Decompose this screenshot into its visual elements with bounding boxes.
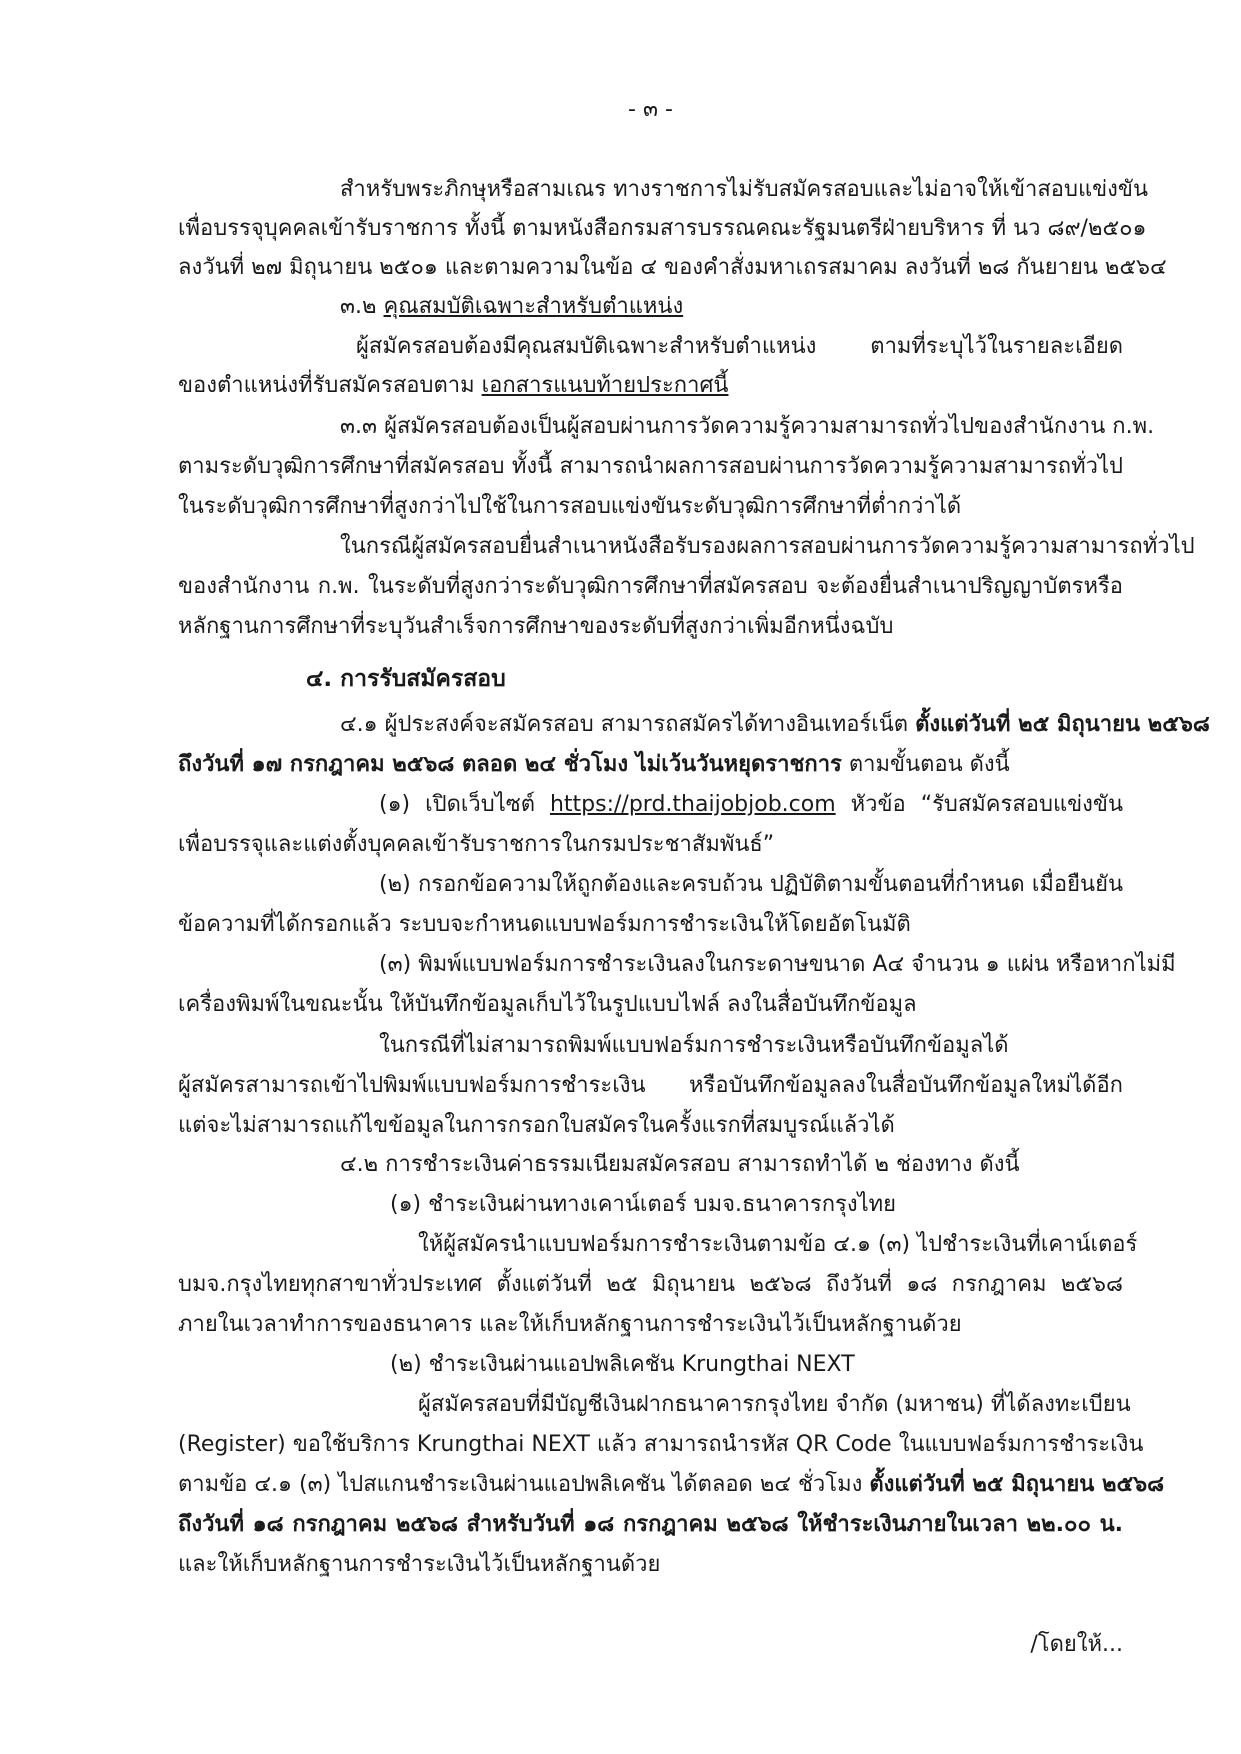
section-heading-4: ๔. การรับสมัครสอบ — [306, 666, 506, 692]
paragraph-line: (๒) ชำระเงินผ่านแอปพลิเคชัน Krungthai NEXT — [390, 1352, 855, 1377]
bold-date: ตั้งแต่วันที่ ๒๕ มิถุนายน ๒๕๖๘ — [915, 712, 1210, 737]
text-run: ตามขั้นตอน ดังนี้ — [841, 752, 1010, 777]
paragraph-line: ให้ผู้สมัครนำแบบฟอร์มการชำระเงินตามข้อ ๔.๑ (๓) ไปชำระเงินที่เคาน์เตอร์ — [418, 1232, 1138, 1257]
text-run: (๑) เปิดเว็บไซต์ — [379, 792, 550, 817]
attachment-reference: เอกสารแนบท้ายประกาศนี้ — [481, 373, 729, 398]
paragraph-line: เพื่อบรรจุบุคคลเข้ารับราชการ ทั้งนี้ ตามหนังสือกรมสารบรรณคณะรัฐมนตรีฝ่ายบริหาร ที่ นว ๘๙/๒๕๐๑ — [178, 216, 1147, 241]
paragraph-line: ภายในเวลาทำการของธนาคาร และให้เก็บหลักฐานการชำระเงินไว้เป็นหลักฐานด้วย — [178, 1312, 962, 1337]
text-run: หัวข้อ “รับสมัครสอบแข่งขัน — [835, 792, 1123, 817]
paragraph-line — [178, 1467, 1165, 1503]
section-heading-3-2 — [340, 289, 1123, 325]
paragraph-line: ถึงวันที่ ๑๘ กรกฎาคม ๒๕๖๘ สำหรับวันที่ ๑๘ กรกฎาคม ๒๕๖๘ ให้ชำระเงินภายในเวลา ๒๒.๐๐ น. — [178, 1512, 1123, 1537]
paragraph-line: หลักฐานการศึกษาที่ระบุวันสำเร็จการศึกษาของระดับที่สูงกว่าเพิ่มอีกหนึ่งฉบับ — [178, 614, 894, 639]
section-number: ๓.๒ — [340, 294, 384, 319]
paragraph-line: ในกรณีที่ไม่สามารถพิมพ์แบบฟอร์มการชำระเงินหรือบันทึกข้อมูลได้ — [379, 1033, 1009, 1058]
paragraph-line: ข้อความที่ได้กรอกแล้ว ระบบจะกำหนดแบบฟอร์มการชำระเงินให้โดยอัตโนมัติ — [178, 912, 911, 937]
paragraph-line — [178, 747, 1123, 783]
paragraph-line: เครื่องพิมพ์ในขณะนั้น ให้บันทึกข้อมูลเก็บไว้ในรูปแบบไฟล์ ลงในสื่อบันทึกข้อมูล — [178, 992, 917, 1017]
paragraph-line: (Register) ขอใช้บริการ Krungthai NEXT แล้ว สามารถนำรหัส QR Code ในแบบฟอร์มการชำระเงิน — [178, 1432, 1144, 1457]
paragraph-line: ผู้สมัครสอบที่มีบัญชีเงินฝากธนาคารกรุงไทย จำกัด (มหาชน) ที่ได้ลงทะเบียน — [418, 1392, 1131, 1417]
bold-date: ถึงวันที่ ๑๗ กรกฎาคม ๒๕๖๘ ตลอด ๒๔ ชั่วโมง ไม่เว้นวันหยุดราชการ — [178, 752, 842, 777]
paragraph-line: (๓) พิมพ์แบบฟอร์มการชำระเงินลงในกระดาษขนาด A๔ จำนวน ๑ แผ่น หรือหากไม่มี — [379, 952, 1176, 977]
paragraph-line: และให้เก็บหลักฐานการชำระเงินไว้เป็นหลักฐานด้วย — [178, 1552, 661, 1577]
paragraph-line — [340, 707, 1210, 743]
text-run: ของตำแหน่งที่รับสมัครสอบตาม — [178, 373, 482, 398]
continuation-note: /โดยให้... — [1030, 1632, 1123, 1657]
paragraph-line: ผู้สมัครสอบต้องมีคุณสมบัติเฉพาะสำหรับตำแหน่ง ตามที่ระบุไว้ในรายละเอียด — [356, 334, 1123, 359]
bold-date: ตั้งแต่วันที่ ๒๕ มิถุนายน ๒๕๖๘ — [869, 1472, 1165, 1497]
paragraph-line: ๓.๓ ผู้สมัครสอบต้องเป็นผู้สอบผ่านการวัดความรู้ความสามารถทั่วไปของสำนักงาน ก.พ. — [340, 414, 1155, 439]
paragraph-line: ผู้สมัครสามารถเข้าไปพิมพ์แบบฟอร์มการชำระเงิน หรือบันทึกข้อมูลลงในสื่อบันทึกข้อมูลใหม่ได้อีก — [178, 1073, 1123, 1098]
paragraph-line: ของสำนักงาน ก.พ. ในระดับที่สูงกว่าระดับวุฒิการศึกษาที่สมัครสอบ จะต้องยื่นสำเนาปริญญาบัตรหรือ — [178, 574, 1123, 599]
paragraph-line — [178, 368, 1123, 404]
website-link[interactable]: https://prd.thaijobjob.com — [549, 792, 836, 817]
paragraph-line: เพื่อบรรจุและแต่งตั้งบุคคลเข้ารับราชการในกรมประชาสัมพันธ์” — [178, 832, 775, 857]
paragraph-line: สำหรับพระภิกษุหรือสามเณร ทางราชการไม่รับสมัครสอบและไม่อาจให้เข้าสอบแข่งขัน — [340, 177, 1148, 202]
text-run: ตามข้อ ๔.๑ (๓) ไปสแกนชำระเงินผ่านแอปพลิเคชัน ได้ตลอด ๒๔ ชั่วโมง — [178, 1472, 870, 1497]
page-number: - ๓ - — [628, 97, 673, 122]
paragraph-line — [379, 787, 1123, 823]
paragraph-line: ๔.๒ การชำระเงินค่าธรรมเนียมสมัครสอบ สามารถทำได้ ๒ ช่องทาง ดังนี้ — [340, 1152, 1020, 1177]
paragraph-line: ในกรณีผู้สมัครสอบยื่นสำเนาหนังสือรับรองผลการสอบผ่านการวัดความรู้ความสามารถทั่วไป — [340, 534, 1195, 559]
paragraph-line: แต่จะไม่สามารถแก้ไขข้อมูลในการกรอกใบสมัครในครั้งแรกที่สมบูรณ์แล้วได้ — [178, 1113, 895, 1138]
paragraph-line: บมจ.กรุงไทยทุกสาขาทั่วประเทศ ตั้งแต่วันที่ ๒๕ มิถุนายน ๒๕๖๘ ถึงวันที่ ๑๘ กรกฎาคม ๒๕๖๘ — [178, 1272, 1123, 1297]
paragraph-line: (๒) กรอกข้อความให้ถูกต้องและครบถ้วน ปฏิบัติตามขั้นตอนที่กำหนด เมื่อยืนยัน — [379, 872, 1123, 897]
paragraph-line: (๑) ชำระเงินผ่านทางเคาน์เตอร์ บมจ.ธนาคารกรุงไทย — [390, 1192, 897, 1217]
paragraph-line: ลงวันที่ ๒๗ มิถุนายน ๒๕๐๑ และตามความในข้อ ๔ ของคำสั่งมหาเถรสมาคม ลงวันที่ ๒๘ กันยายน ๒๕๖๔ — [178, 255, 1167, 280]
paragraph-line: ในระดับวุฒิการศึกษาที่สูงกว่าไปใช้ในการสอบแข่งขันระดับวุฒิการศึกษาที่ต่ำกว่าได้ — [178, 494, 962, 519]
paragraph-line: ตามระดับวุฒิการศึกษาที่สมัครสอบ ทั้งนี้ สามารถนำผลการสอบผ่านการวัดความรู้ความสามารถทั่วไป — [178, 454, 1123, 479]
section-title: คุณสมบัติเฉพาะสำหรับตำแหน่ง — [383, 294, 684, 319]
text-run: ๔.๑ ผู้ประสงค์จะสมัครสอบ สามารถสมัครได้ทางอินเทอร์เน็ต — [340, 712, 916, 737]
